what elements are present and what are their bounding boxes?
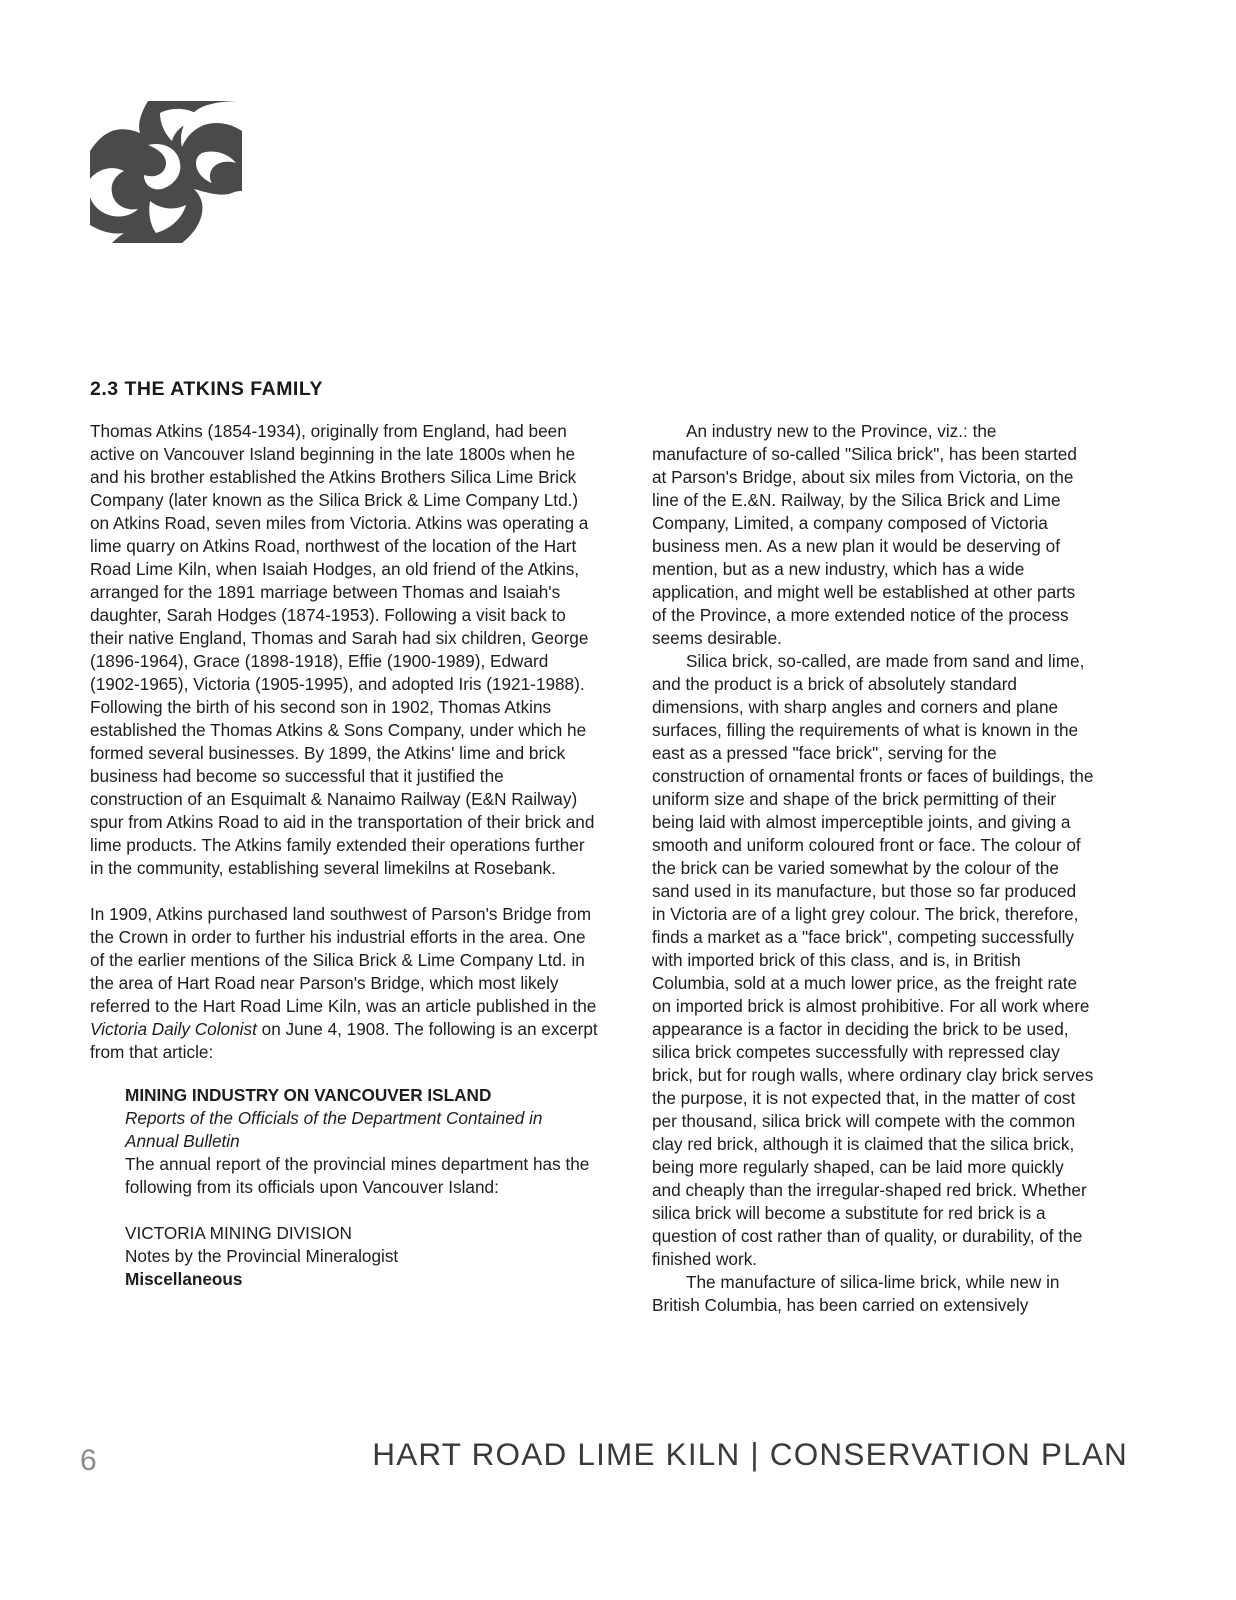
newspaper-title: Victoria Daily Colonist	[90, 1019, 257, 1039]
excerpt-intro: The annual report of the provincial mines department has the following from its officials upon Vancouver Island:	[125, 1154, 590, 1197]
left-paragraph-2-text: In 1909, Atkins purchased land southwest of Parson's Bridge from the Crown in order to further his industrial efforts in the area. One of the earlier mentions of the Silica Brick & Lime Company Ltd. in the area of Hart Road near Parson's Bridge, which most likely referred to the Hart Road Lime Kiln, was an article published in the	[90, 904, 597, 1016]
left-column	[90, 420, 600, 1291]
excerpt-notes: Notes by the Provincial Mineralogist	[125, 1246, 399, 1266]
section-title: 2.3 THE ATKINS FAMILY	[90, 378, 323, 400]
excerpt-miscellaneous: Miscellaneous	[125, 1269, 243, 1289]
right-column	[652, 420, 1094, 1317]
right-paragraph-1: An industry new to the Province, viz.: the manufacture of so-called "Silica brick", has been started at Parson's Bridge, about six miles from Victoria, on the line of the E.&N. Railway, by the Silica Brick and Lime Company, Limited, a company composed of Victoria business men. As a new plan it would be deserving of mention, but as a new industry, which has a wide application, and might well be established at other parts of the Province, a more extended notice of the process seems desirable.	[652, 421, 1077, 648]
excerpt-spacer	[125, 1199, 600, 1222]
excerpt-subtitle: Reports of the Officials of the Department Contained in Annual Bulletin	[125, 1108, 543, 1151]
left-paragraph-1: Thomas Atkins (1854-1934), originally from England, had been active on Vancouver Island beginning in the late 1800s when he and his brother established the Atkins Brothers Silica Lime Brick Company (later known as the Silica Brick & Lime Company Ltd.) on Atkins Road, seven miles from Victoria. Atkins was operating a lime quarry on Atkins Road, northwest of the location of the Hart Road Lime Kiln, when Isaiah Hodges, an old friend of the Atkins, arranged for the 1891 marriage between Thomas and Isaiah's daughter, Sarah Hodges (1874-1953). Following a visit back to their native England, Thomas and Sarah had six children, George (1896-1964), Grace (1898-1918), Effie (1900-1989), Edward (1902-1965), Victoria (1905-1995), and adopted Iris (1921-1988). Following the birth of his second son in 1902, Thomas Atkins established the Thomas Atkins & Sons Company, under which he formed several businesses. By 1899, the Atkins' lime and brick business had become so successful that it justified the construction of an Esquimalt & Nanaimo Railway (E&N Railway) spur from Atkins Road to aid in the transportation of their brick and lime products. The Atkins family extended their operations further in the community, establishing several limekilns at Rosebank.	[90, 421, 595, 878]
footer-title: HART ROAD LIME KILN | CONSERVATION PLAN	[372, 1436, 1128, 1472]
excerpt-title: MINING INDUSTRY ON VANCOUVER ISLAND	[125, 1085, 492, 1105]
ampersand-swirl-logo-icon	[90, 101, 242, 243]
article-excerpt	[125, 1084, 600, 1291]
right-paragraph-2: Silica brick, so-called, are made from sand and lime, and the product is a brick of absolutely standard dimensions, with sharp angles and corners and plane surfaces, filling the requirements of what is known in the east as a pressed "face brick", serving for the construction of ornamental fronts or faces of buildings, the uniform size and shape of the brick permitting of their being laid with almost imperceptible joints, and giving a smooth and uniform coloured front or face. The colour of the brick can be varied somewhat by the colour of the sand used in its manufacture, but those so far produced in Victoria are of a light grey colour. The brick, therefore, finds a market as a "face brick", competing successfully with imported brick of this class, and is, in British Columbia, sold at a much lower price, as the freight rate on imported brick is almost prohibitive. For all work where appearance is a factor in deciding the brick to be used, silica brick competes successfully with repressed clay brick, but for rough walls, where ordinary clay brick serves the purpose, it is not expected that, in the matter of cost per thousand, silica brick will compete with the common clay red brick, although it is claimed that the silica brick, being more regularly shaped, can be laid more quickly and cheaply than the irregular-shaped red brick. Whether silica brick will become a substitute for red brick is a question of cost rather than of quality, or durability, of the finished work.	[652, 651, 1094, 1269]
excerpt-division: VICTORIA MINING DIVISION	[125, 1223, 352, 1243]
right-paragraph-3: The manufacture of silica-lime brick, while new in British Columbia, has been carried on extensively	[652, 1272, 1060, 1315]
left-paragraph-2-text-end: on June 4, 1908. The following is an excerpt from that article:	[90, 1019, 598, 1062]
page-number: 6	[80, 1444, 97, 1477]
left-paragraph-2	[90, 903, 600, 1064]
